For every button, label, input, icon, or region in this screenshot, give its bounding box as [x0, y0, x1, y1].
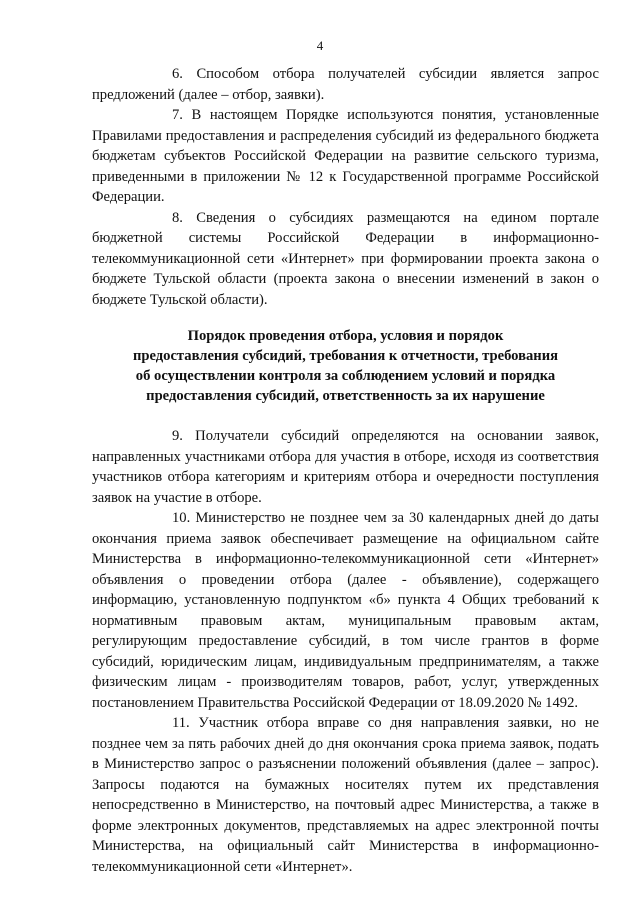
paragraph-text: Способом отбора получателей субсидии является запрос предложений (далее – отбор, заявки).	[92, 66, 599, 103]
paragraph-text: Получатели субсидий определяются на основании заявок, направленных участниками отбора для участия в отборе, исходя из соответствия участников отбора категориям и критериям отбора и очередности поступления заявок на участие в отборе.	[92, 428, 599, 506]
heading-line: Порядок проведения отбора, условия и порядок	[187, 328, 504, 344]
paragraph-text: Министерство не позднее чем за 30 календарных дней до даты окончания приема заявок обеспечивает размещение на официальном сайте Министерства в информационно-телекоммуникационной сети «Интернет» объявления о проведении отбора (далее - объявление), содержащего информацию, установленную подпунктом «б» пункта 4 Общих требований к нормативным правовым актам, муниципальным правовым актам, регулирующим предоставление субсидий, в том числе грантов в форме субсидий, юридическим лицам, индивидуальным предпринимателям, а также физическим лицам - производителям товаров, работ, услуг, утвержденных постановлением Правительства Российской Федерации от 18.09.2020 № 1492.	[92, 510, 599, 711]
paragraph-number: 11.	[172, 715, 190, 731]
heading-line: об осуществлении контроля за соблюдением условий и порядка	[135, 368, 556, 384]
paragraph-number: 7.	[172, 107, 183, 123]
section-heading	[92, 326, 599, 406]
paragraph-text: Сведения о субсидиях размещаются на едином портале бюджетной системы Российской Федерации в информационно-телекоммуникационной сети «Интернет» при формировании проекта закона о бюджете Тульской области (проекта закона о внесении изменений в закон о бюджете Тульской области).	[92, 209, 600, 308]
document-body	[92, 64, 599, 877]
paragraph-7	[92, 105, 599, 208]
paragraph-8	[92, 208, 599, 311]
paragraph-number: 10.	[172, 510, 191, 526]
paragraph-number: 9.	[172, 428, 183, 444]
paragraph-9	[92, 426, 599, 508]
paragraph-11	[92, 713, 599, 877]
paragraph-text: Участник отбора вправе со дня направления заявки, но не позднее чем за пять рабочих дней до дня окончания срока приема заявок, подать в Министерство запрос о разъяснении положений объявления (далее – запрос). Запросы подаются на бумажных носителях путем их представления непосредственно в Министерство, на почтовый адрес Министерства, а также в форме электронных документов, представляемых на адрес электронной почты Министерства, на официальный сайт Министерства в информационно-телекоммуникационной сети «Интернет».	[92, 715, 599, 875]
paragraph-10	[92, 508, 599, 713]
paragraph-6	[92, 64, 599, 105]
page-number: 4	[316, 38, 324, 53]
heading-line: предоставления субсидий, требования к отчетности, требования	[132, 348, 559, 364]
heading-line: предоставления субсидий, ответственность за их нарушение	[146, 388, 545, 404]
paragraph-text: В настоящем Порядке используются понятия, установленные Правилами предоставления и распределения субсидий из федерального бюджета бюджетам субъектов Российской Федерации на развитие сельского туризма, приведенными в приложении № 12 к Государственной программе Российской Федерации.	[92, 107, 600, 205]
paragraph-number: 8.	[172, 209, 183, 226]
paragraph-number: 6.	[172, 66, 183, 82]
